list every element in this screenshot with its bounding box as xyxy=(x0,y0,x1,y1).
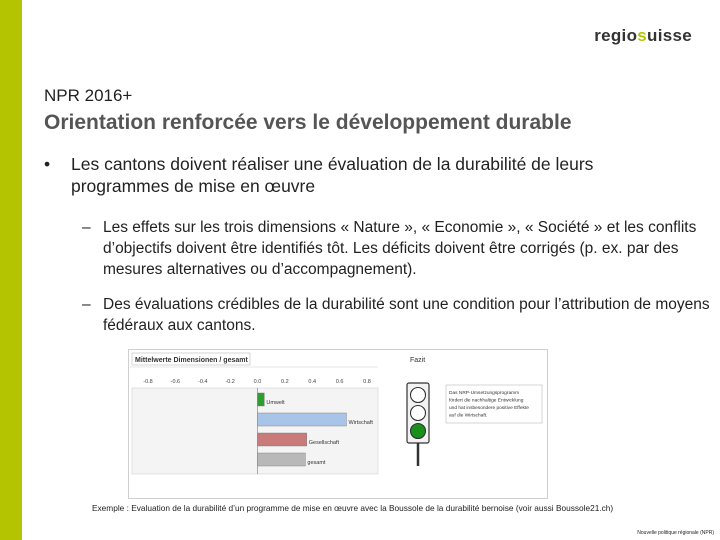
bar-umwelt xyxy=(258,393,265,406)
tick-label: -0.4 xyxy=(198,379,208,385)
sub-bullet-1-text: Les effets sur les trois dimensions « Nature », « Economie », « Société » et les conflits d’objectifs doivent être identifiés tôt. Les déficits doivent être corrigés (p. ex. par des mesures alternatives ou d’accompagnement). xyxy=(103,219,697,278)
regiosuisse-logo: regiosuisse xyxy=(594,26,692,45)
tick-label: 0.6 xyxy=(335,379,344,385)
bullet-mark: • xyxy=(44,154,51,174)
tick-label: 0.4 xyxy=(308,379,317,385)
bar-label: gesamt xyxy=(307,460,326,466)
slide-subtitle: NPR 2016+ xyxy=(44,86,133,105)
main-bullet xyxy=(44,153,694,197)
traffic-light-yellow-icon xyxy=(411,406,426,421)
traffic-light-green-icon xyxy=(411,424,426,439)
sub-bullet-2 xyxy=(82,294,712,336)
tick-label: -0.8 xyxy=(143,379,153,385)
dash-mark: – xyxy=(82,296,91,313)
tick-label: -0.2 xyxy=(225,379,235,385)
bar-gesellschaft xyxy=(258,433,307,446)
dash-mark: – xyxy=(82,219,91,236)
bar-label: Gesellschaft xyxy=(308,440,340,446)
bar-label: Umwelt xyxy=(266,400,285,406)
traffic-light-red-icon xyxy=(411,388,426,403)
fazit-line: auf die Wirtschaft. xyxy=(449,413,488,419)
plot-area xyxy=(132,388,378,474)
figure-caption: Exemple : Evaluation de la durabilité d’un programme de mise en œuvre avec la Boussole de la durabilité bernoise (voir aussi Boussole21.ch) xyxy=(92,503,614,513)
tick-label: 0.8 xyxy=(363,379,371,385)
chart-title: Mittelwerte Dimensionen / gesamt xyxy=(135,357,248,364)
fazit-label: Fazit xyxy=(410,357,426,364)
sub-bullet-1 xyxy=(82,217,712,280)
footer-text: Nouvelle politique régionale (NPR) xyxy=(637,530,714,536)
tick-label: 0.0 xyxy=(253,379,262,385)
sidebar-accent-bar xyxy=(0,0,22,540)
sustainability-chart xyxy=(128,349,548,499)
main-bullet-text: Les cantons doivent réaliser une évaluation de la durabilité de leurs programmes de mise en œuvre xyxy=(71,154,594,196)
slide-title: Orientation renforcée vers le développement durable xyxy=(44,111,572,134)
bar-label: Wirtschaft xyxy=(348,420,373,426)
sub-bullet-2-text: Des évaluations crédibles de la durabilité sont une condition pour l’attribution de moyens fédéraux aux cantons. xyxy=(103,296,710,334)
bar-wirtschaft xyxy=(258,413,347,426)
fazit-line: und hat insbesondere positive Effekte xyxy=(449,406,529,411)
tick-label: 0.2 xyxy=(281,379,289,385)
bar-gesamt xyxy=(258,453,306,466)
fazit-line: fördert die nachhaltige Entwicklung xyxy=(449,398,524,404)
tick-label: -0.6 xyxy=(170,379,181,385)
fazit-line: Das NRP-Umsetzungsprogramm xyxy=(449,391,520,396)
